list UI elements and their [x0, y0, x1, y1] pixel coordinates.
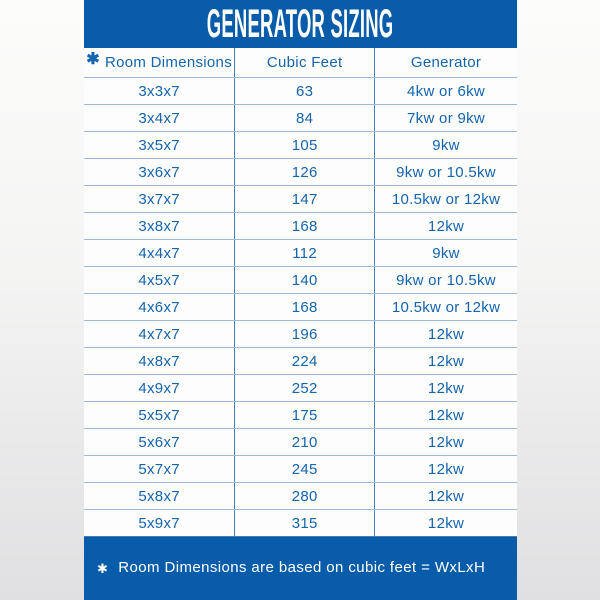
- cell-room-dimensions: 5x6x7: [138, 433, 180, 451]
- header-room-dimensions-label: Room Dimensions: [104, 54, 232, 71]
- cell-cubic-feet: 126: [234, 159, 374, 185]
- cell-room-dimensions: 3x4x7: [138, 109, 180, 127]
- cell-room-dimensions: 3x6x7: [138, 163, 180, 181]
- table-row: [84, 483, 517, 510]
- header-cubic-feet: [234, 48, 374, 77]
- cell-room-dimensions: 4x9x7: [138, 379, 180, 397]
- table-row: [84, 213, 517, 240]
- cell-room-dimensions: 3x5x7: [138, 136, 180, 154]
- header-generator: [374, 48, 517, 77]
- header-cubic-feet-label: Cubic Feet: [266, 54, 343, 71]
- table-row: [84, 267, 517, 294]
- cell-cubic-feet: 245: [234, 456, 374, 482]
- table-row: [84, 132, 517, 159]
- cell-generator: 12kw: [374, 510, 517, 536]
- cell-room-dimensions: 3x8x7: [138, 217, 180, 235]
- cell-generator: 7kw or 9kw: [374, 105, 517, 131]
- asterisk-icon: ✱: [86, 50, 100, 68]
- table-row: [84, 321, 517, 348]
- table-row: [84, 348, 517, 375]
- cell-generator: 9kw: [374, 240, 517, 266]
- cell-generator: 10.5kw or 12kw: [374, 294, 517, 320]
- cell-room-dimensions: 4x8x7: [138, 352, 180, 370]
- cell-cubic-feet: 105: [234, 132, 374, 158]
- cell-cubic-feet: 210: [234, 429, 374, 455]
- cell-generator: 10.5kw or 12kw: [374, 186, 517, 212]
- cell-room-dimensions: 4x4x7: [138, 244, 180, 262]
- cell-cubic-feet: 140: [234, 267, 374, 293]
- cell-generator: 12kw: [374, 375, 517, 401]
- table-row: [84, 429, 517, 456]
- cell-generator: 9kw or 10.5kw: [374, 159, 517, 185]
- cell-cubic-feet: 147: [234, 186, 374, 212]
- table-row: [84, 456, 517, 483]
- table-row: [84, 294, 517, 321]
- cell-cubic-feet: 252: [234, 375, 374, 401]
- cell-cubic-feet: 315: [234, 510, 374, 536]
- cell-cubic-feet: 63: [234, 78, 374, 104]
- cell-generator: 12kw: [374, 483, 517, 509]
- cell-cubic-feet: 175: [234, 402, 374, 428]
- cell-room-dimensions: 5x8x7: [138, 487, 180, 505]
- cell-room-dimensions: 3x3x7: [138, 82, 180, 100]
- asterisk-icon: ✱: [97, 560, 109, 576]
- footnote-line: [97, 559, 485, 576]
- footnote-text: Room Dimensions are based on cubic feet = WxLxH: [118, 558, 486, 576]
- cell-generator: 12kw: [374, 456, 517, 482]
- cell-generator: 9kw or 10.5kw: [374, 267, 517, 293]
- table-row: [84, 159, 517, 186]
- cell-cubic-feet: 84: [234, 105, 374, 131]
- cell-generator: 12kw: [374, 348, 517, 374]
- cell-generator: 4kw or 6kw: [374, 78, 517, 104]
- cell-cubic-feet: 168: [234, 213, 374, 239]
- cell-generator: 12kw: [374, 213, 517, 239]
- cell-generator: 12kw: [374, 321, 517, 347]
- table-row: [84, 240, 517, 267]
- cell-room-dimensions: 4x7x7: [138, 325, 180, 343]
- cell-room-dimensions: 4x5x7: [138, 271, 180, 289]
- title-banner: [84, 0, 517, 48]
- cell-cubic-feet: 280: [234, 483, 374, 509]
- cell-generator: 12kw: [374, 402, 517, 428]
- flyer-panel: [84, 0, 517, 600]
- table-row: [84, 402, 517, 429]
- cell-generator: 9kw: [374, 132, 517, 158]
- cell-cubic-feet: 168: [234, 294, 374, 320]
- cell-room-dimensions: 5x9x7: [138, 514, 180, 532]
- table-row: [84, 78, 517, 105]
- cell-cubic-feet: 112: [234, 240, 374, 266]
- page-title: GENERATOR SIZING: [207, 1, 394, 46]
- table-row: [84, 186, 517, 213]
- header-generator-label: Generator: [410, 54, 482, 71]
- cell-room-dimensions: 5x7x7: [138, 460, 180, 478]
- footnote: [84, 534, 517, 600]
- table-row: [84, 105, 517, 132]
- table-row: [84, 375, 517, 402]
- cell-room-dimensions: 4x6x7: [138, 298, 180, 316]
- cell-generator: 12kw: [374, 429, 517, 455]
- table-header-row: [84, 48, 517, 78]
- table-row: [84, 510, 517, 536]
- cell-room-dimensions: 3x7x7: [138, 190, 180, 208]
- cell-cubic-feet: 224: [234, 348, 374, 374]
- generator-sizing-table: [84, 48, 517, 537]
- cell-cubic-feet: 196: [234, 321, 374, 347]
- header-room-dimensions: [84, 48, 234, 77]
- cell-room-dimensions: 5x5x7: [138, 406, 180, 424]
